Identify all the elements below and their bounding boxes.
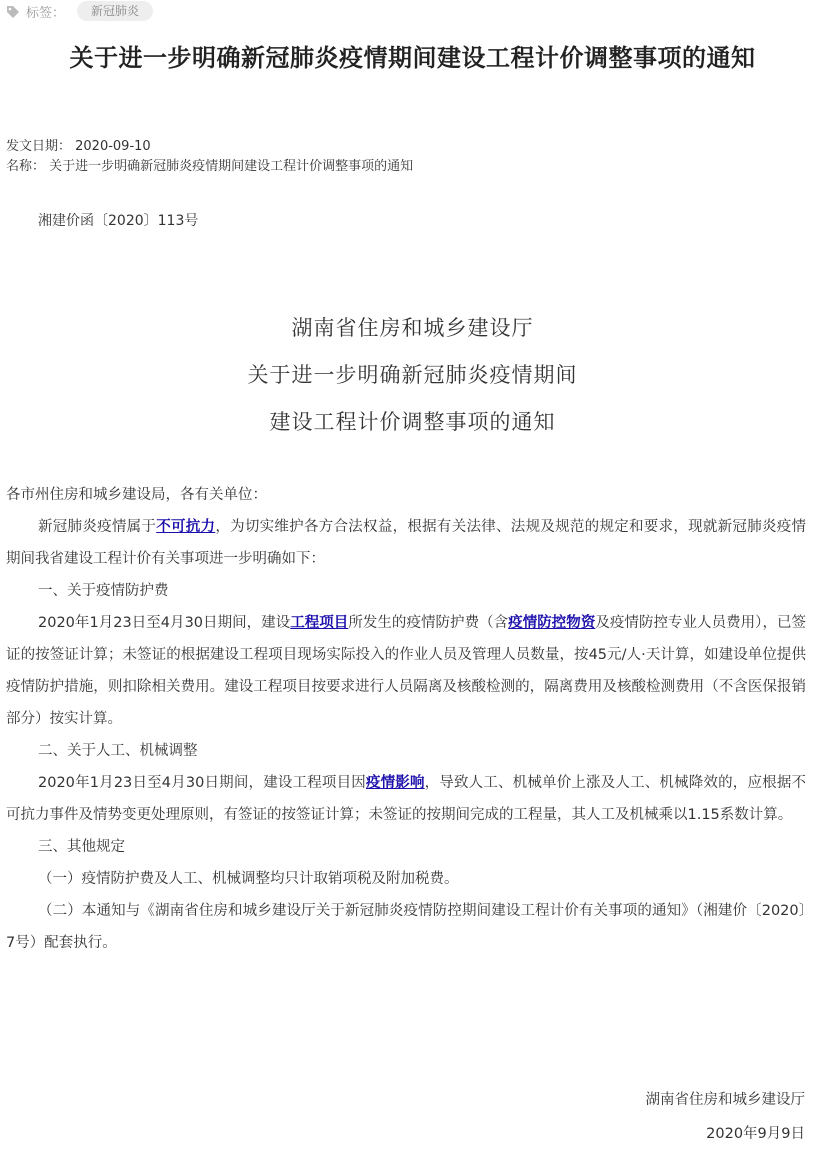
- s1-text-c: 及疫情防控专业人员费用），已签证的按签证计算；未签证的根据建设工程项目现场实际投入的作业人员及管理人员数量，按45元/人·天计算，如建设单位提供疫情防护措施，则扣除相关费用。建设工程项目按要求进行人员隔离及核酸检测的，隔离费用及核酸检测费用（不含医保报销部分）按实计算。: [6, 615, 807, 727]
- section-2-title: 二、关于人工、机械调整: [38, 743, 198, 759]
- heading-title-line2: 建设工程计价调整事项的通知: [269, 410, 556, 434]
- intro-paragraph: [6, 511, 806, 575]
- document-name: 名称： 关于进一步明确新冠肺炎疫情期间建设工程计价调整事项的通知: [6, 159, 414, 174]
- section-1-title: 一、关于疫情防护费: [38, 583, 169, 599]
- tag-item[interactable]: 新冠肺炎: [77, 1, 153, 21]
- heading-issuer: 湖南省住房和城乡建设厅: [291, 316, 534, 340]
- s2-text-b: ，导致人工、机械单价上涨及人工、机械降效的，应根据不可抗力事件及情势变更处理原则，有签证的按签证计算；未签证的按期间完成的工程量，其人工及机械乘以1.15系数计算。: [6, 775, 806, 823]
- tag-icon: [6, 4, 20, 18]
- s2-text-a: 2020年1月23日至4月30日期间，建设工程项目因: [38, 775, 366, 791]
- publish-date: 发文日期： 2020-09-10: [6, 139, 151, 154]
- s1-text-a: 2020年1月23日至4月30日期间，建设: [38, 615, 291, 631]
- tag-label: 标签：: [26, 5, 66, 21]
- section-3-item-2: （二）本通知与《湖南省住房和城乡建设厅关于新冠肺炎疫情防控期间建设工程计价有关事项的通知》（湘建价〔2020〕7号）配套执行。: [6, 903, 806, 951]
- intro-text-b: ，为切实维护各方合法权益，根据有关法律、法规及规范的规定和要求，现就新冠肺炎疫情期间我省建设工程计价有关事项进一步明确如下：: [6, 519, 807, 567]
- section-3-item-1: （一）疫情防护费及人工、机械调整均只计取销项税及附加税费。: [38, 871, 459, 887]
- heading-title-line1: 关于进一步明确新冠肺炎疫情期间: [247, 363, 578, 387]
- section-1-paragraph: [6, 607, 806, 735]
- document-body: [6, 479, 806, 959]
- tag-bar: [6, 0, 153, 22]
- s1-text-b: 所发生的疫情防护费（含: [348, 615, 509, 631]
- section-2-paragraph: [6, 767, 806, 831]
- document-number: 湘建价函〔2020〕113号: [38, 213, 199, 229]
- intro-text-a: 新冠肺炎疫情属于: [38, 519, 157, 535]
- section-3-title: 三、其他规定: [38, 839, 125, 855]
- signature-date: 2020年9月9日: [706, 1126, 805, 1142]
- signature-org: 湖南省住房和城乡建设厅: [645, 1092, 805, 1108]
- keyword-link-epidemic-supplies[interactable]: 疫情防控物资: [508, 615, 596, 631]
- keyword-link-force-majeure[interactable]: 不可抗力: [156, 519, 216, 535]
- page-title: 关于进一步明确新冠肺炎疫情期间建设工程计价调整事项的通知: [69, 44, 756, 72]
- addressee: 各市州住房和城乡建设局，各有关单位：: [6, 487, 267, 503]
- keyword-link-project[interactable]: 工程项目: [290, 615, 349, 631]
- keyword-link-epidemic-impact[interactable]: 疫情影响: [365, 775, 425, 791]
